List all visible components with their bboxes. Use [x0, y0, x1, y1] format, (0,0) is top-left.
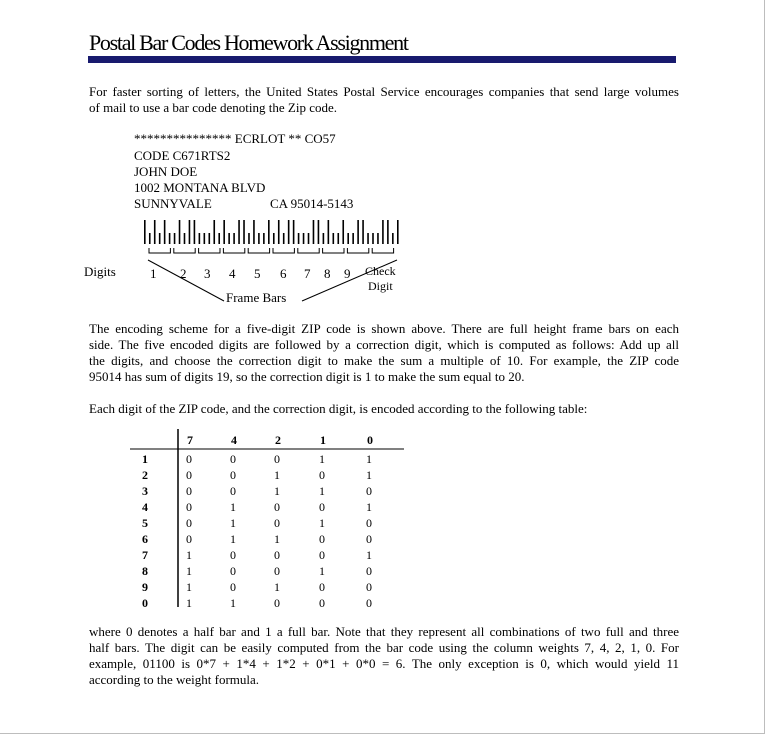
weight-header: 1	[320, 433, 326, 447]
digit-position-label: 8	[324, 266, 331, 281]
digit-row-label: 1	[142, 452, 148, 466]
encoding-line: the digits, and choose the correction digit to make the sum a multiple of 10. For example, the ZIP code	[89, 353, 679, 368]
weight-header: 0	[367, 433, 373, 447]
bit-cell: 0	[186, 516, 192, 530]
closing-line: according to the weight formula.	[89, 672, 260, 687]
digit-word: Digit	[367, 279, 393, 293]
bit-cell: 1	[274, 580, 280, 594]
digit-position-label: 4	[229, 266, 236, 281]
digit-row-label: 5	[142, 516, 148, 530]
bit-cell: 0	[186, 484, 192, 498]
weight-header: 4	[231, 433, 237, 447]
bit-cell: 0	[319, 532, 325, 546]
table-intro-line: Each digit of the ZIP code, and the correction digit, is encoded according to the following table:	[89, 401, 588, 416]
digit-position-label: 1	[150, 266, 157, 281]
bit-cell: 0	[230, 468, 236, 482]
check-word: Check	[365, 264, 396, 278]
digit-position-label: 2	[180, 266, 187, 281]
encoding-line: The encoding scheme for a five-digit ZIP code is shown above. There are full height frame bars on each	[89, 321, 679, 336]
bit-cell: 1	[319, 564, 325, 578]
closing-line: half bars. The digit can be easily computed from the bar code using the column weights 7, 4, 2, 1, 0. For	[89, 640, 679, 655]
digits-label: Digits	[84, 264, 116, 279]
digit-position-label: 6	[280, 266, 287, 281]
bit-cell: 1	[366, 548, 372, 562]
bit-cell: 1	[319, 452, 325, 466]
bit-cell: 0	[366, 564, 372, 578]
bit-cell: 0	[274, 516, 280, 530]
digit-row-label: 3	[142, 484, 148, 498]
digit-position-label: 7	[304, 266, 311, 281]
digit-position-label: 5	[254, 266, 261, 281]
frame-bars-label: Frame Bars	[226, 290, 287, 305]
bit-cell: 1	[319, 516, 325, 530]
bit-cell: 1	[186, 596, 192, 610]
bit-cell: 1	[319, 484, 325, 498]
digit-position-label: 9	[344, 266, 351, 281]
bit-cell: 1	[230, 500, 236, 514]
closing-line: example, 01100 is 0*7 + 1*4 + 1*2 + 0*1 + 0*0 = 6. The only exception is 0, which would yield 11	[89, 656, 679, 671]
bit-cell: 0	[186, 468, 192, 482]
bit-cell: 1	[230, 532, 236, 546]
bit-cell: 0	[319, 468, 325, 482]
bit-cell: 0	[230, 452, 236, 466]
digit-row-label: 6	[142, 532, 148, 546]
bit-cell: 1	[186, 580, 192, 594]
bit-cell: 1	[366, 468, 372, 482]
bit-cell: 0	[274, 596, 280, 610]
digit-position-label: 3	[204, 266, 211, 281]
encoding-line: 95014 has sum of digits 19, so the correction digit is 1 to make the sum equal to 20.	[89, 369, 525, 384]
page-title: Postal Bar Codes Homework Assignment	[89, 30, 408, 55]
bit-cell: 0	[274, 500, 280, 514]
bit-cell: 0	[186, 500, 192, 514]
address-city: SUNNYVALE	[134, 196, 212, 211]
bit-cell: 1	[366, 500, 372, 514]
intro-line: of mail to use a bar code denoting the Zip code.	[89, 100, 338, 115]
bit-cell: 1	[186, 548, 192, 562]
intro-line: For faster sorting of letters, the United States Postal Service encourages companies that send large volumes	[89, 84, 679, 99]
address-line-4: 1002 MONTANA BLVD	[134, 180, 266, 195]
bit-cell: 0	[230, 564, 236, 578]
weight-header: 2	[275, 433, 281, 447]
digit-row-label: 4	[142, 500, 148, 514]
digit-row-label: 8	[142, 564, 148, 578]
bit-cell: 0	[366, 484, 372, 498]
address-line-3: JOHN DOE	[134, 164, 198, 179]
digit-row-label: 7	[142, 548, 148, 562]
address-line-1: *************** ECRLOT ** CO57	[134, 131, 336, 146]
bit-cell: 0	[366, 596, 372, 610]
encoding-line: side. The five encoded digits are followed by a correction digit, which is computed as follows: Add up all	[89, 337, 679, 352]
bit-cell: 0	[230, 484, 236, 498]
bit-cell: 0	[366, 516, 372, 530]
bit-cell: 1	[274, 484, 280, 498]
closing-line: where 0 denotes a half bar and 1 a full bar. Note that they represent all combinations of two full and three	[89, 624, 679, 639]
bit-cell: 1	[230, 516, 236, 530]
bit-cell: 0	[319, 500, 325, 514]
bit-cell: 1	[186, 564, 192, 578]
bit-cell: 1	[230, 596, 236, 610]
bit-cell: 1	[274, 532, 280, 546]
bit-cell: 1	[274, 468, 280, 482]
closing-paragraph	[89, 624, 679, 688]
bit-cell: 0	[319, 548, 325, 562]
digit-row-label: 2	[142, 468, 148, 482]
bit-cell: 0	[366, 580, 372, 594]
bit-cell: 0	[366, 532, 372, 546]
bit-cell: 1	[366, 452, 372, 466]
bit-cell: 0	[230, 548, 236, 562]
bit-cell: 0	[274, 452, 280, 466]
bit-cell: 0	[274, 548, 280, 562]
digit-row-label: 0	[142, 596, 148, 610]
weight-header: 7	[187, 433, 193, 447]
bit-cell: 0	[230, 580, 236, 594]
bit-cell: 0	[319, 596, 325, 610]
bit-cell: 0	[274, 564, 280, 578]
address-state-zip: CA 95014-5143	[270, 196, 354, 211]
bit-cell: 0	[319, 580, 325, 594]
digit-row-label: 9	[142, 580, 148, 594]
address-line-2: CODE C671RTS2	[134, 148, 231, 163]
bit-cell: 0	[186, 532, 192, 546]
bit-cell: 0	[186, 452, 192, 466]
